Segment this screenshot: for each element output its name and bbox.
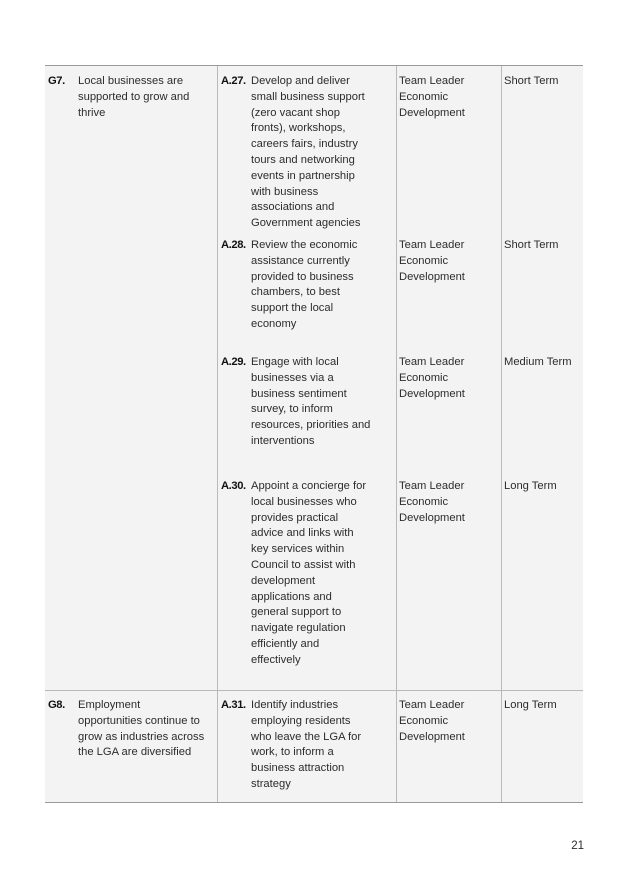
- action-timeframe: Long Term: [504, 699, 557, 711]
- action-code: A.27.: [221, 75, 246, 87]
- goal-description: Employment opportunities continue to grow as industries across the LGA are diversified: [78, 699, 205, 759]
- column-divider: [217, 66, 218, 802]
- action-code: A.31.: [221, 699, 246, 711]
- action-code: A.28.: [221, 239, 246, 251]
- action-description: Review the economic assistance currently provided to business chambers, to best support the local economy: [251, 239, 358, 330]
- column-divider: [396, 66, 397, 802]
- goal-description: Local businesses are supported to grow and thrive: [78, 75, 190, 119]
- action-description: Develop and deliver small business support (zero vacant shop fronts), workshops, careers fairs, industry tours and networking events in partnership with business associations and Government agencies: [251, 75, 365, 230]
- action-code: A.30.: [221, 480, 246, 492]
- action-description: Engage with local businesses via a business sentiment survey, to inform resources, priorities and interventions: [251, 356, 371, 447]
- action-responsibility: Team Leader Economic Development: [399, 75, 465, 119]
- action-responsibility: Team Leader Economic Development: [399, 480, 465, 524]
- action-responsibility: Team Leader Economic Development: [399, 356, 465, 400]
- goal-code: G7.: [48, 75, 65, 87]
- action-description: Appoint a concierge for local businesses who provides practical advice and links with key services within Council to assist with development applications and general support to navigate regulation efficiently and effectively: [251, 480, 367, 666]
- action-responsibility: Team Leader Economic Development: [399, 699, 465, 743]
- column-divider: [501, 66, 502, 802]
- goal-code: G8.: [48, 699, 65, 711]
- action-timeframe: Short Term: [504, 239, 559, 251]
- row-divider: [45, 690, 583, 691]
- action-plan-table: [45, 65, 583, 803]
- action-description: Identify industries employing residents who leave the LGA for work, to inform a business attraction strategy: [251, 699, 362, 790]
- page-number: 21: [571, 840, 584, 852]
- action-code: A.29.: [221, 356, 246, 368]
- action-timeframe: Medium Term: [504, 356, 572, 368]
- action-responsibility: Team Leader Economic Development: [399, 239, 465, 283]
- action-timeframe: Short Term: [504, 75, 559, 87]
- action-timeframe: Long Term: [504, 480, 557, 492]
